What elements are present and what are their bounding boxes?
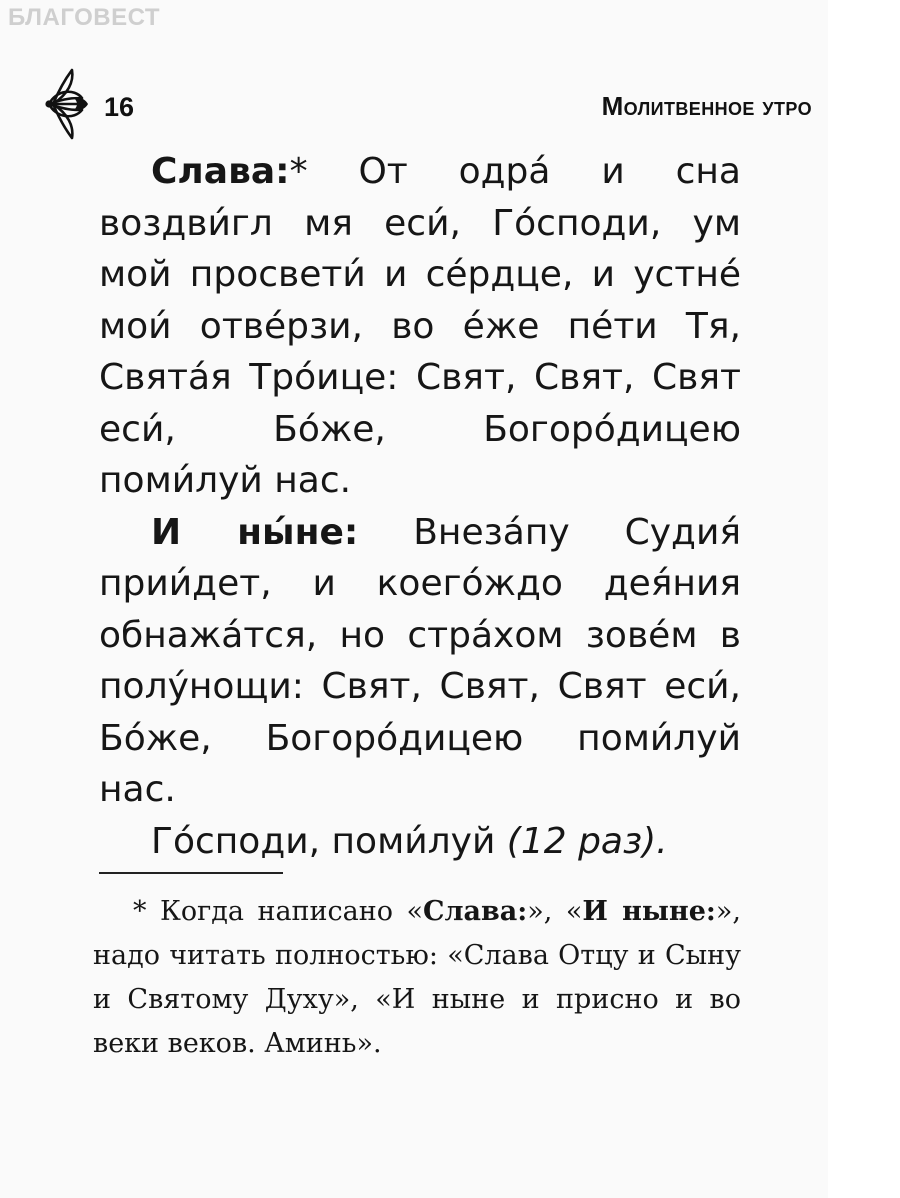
- paragraph-i-nyne: [99, 507, 741, 816]
- footnote-separator: », «: [527, 896, 583, 927]
- footnote-divider: [99, 872, 283, 874]
- watermark-logo: БЛАГОВЕСТ: [8, 4, 161, 31]
- footnote: [93, 890, 741, 1066]
- footnote-rest: », надо читать полностью: «Слава Отцу и Сыну и Святому Духу», «И ныне и присно и во веки веков. Аминь».: [93, 896, 742, 1059]
- paragraph-label: И ны́не:: [151, 511, 359, 553]
- repetition-note: (12 раз).: [506, 820, 668, 862]
- ornament-icon: [44, 68, 90, 140]
- prayer-text: [99, 146, 741, 867]
- running-title: Молитвенное утро: [601, 91, 812, 121]
- footnote-term-slava: Слава:: [423, 896, 528, 927]
- footnote-text: [93, 890, 741, 1066]
- paragraph-label: Слава:: [151, 151, 290, 192]
- paragraph-gospodi: [99, 816, 741, 868]
- paragraph-slava: [99, 146, 741, 507]
- footnote-marker: *: [289, 151, 308, 192]
- page-margin: [828, 0, 900, 1198]
- paragraph-body: От одра́ и сна воздви́гл мя еси́, Го́споди, ум мой просвети́ и се́рдце, и устне́ мои́ отве́рзи, во е́же пе́ти Тя, Свята́я Тро́ице: Свят, Свят, Свят еси́, Бо́же, Богоро́дицею поми́луй нас.: [99, 151, 741, 501]
- footnote-lead: * Когда написано «: [133, 896, 424, 927]
- page-number: 16: [104, 92, 135, 122]
- paragraph-body: Внеза́пу Судия́ прии́дет, и коего́ждо дея́ния обнажа́тся, но стра́хом зове́м в полу́нощи: Свят, Свят, Свят еси́, Бо́же, Богоро́дицею поми́луй нас.: [99, 511, 741, 810]
- footnote-term-i-nyne: И ныне:: [582, 896, 716, 927]
- paragraph-body: Го́споди, поми́луй: [151, 820, 507, 862]
